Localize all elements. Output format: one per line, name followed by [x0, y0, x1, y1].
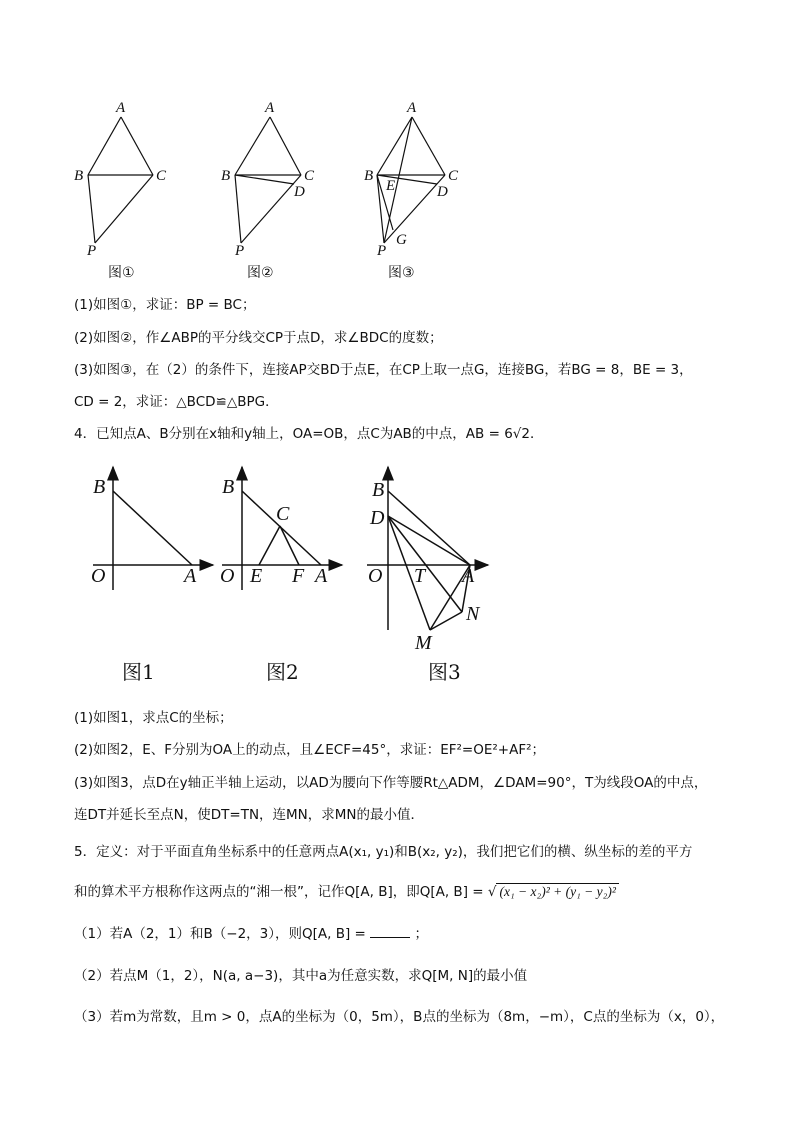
q3-part1: (1)如图①，求证：BP = BC；	[74, 297, 256, 313]
q4-part1: (1)如图1，求点C的坐标；	[74, 710, 233, 726]
fig3-label-g: G	[396, 232, 407, 248]
q4-fig3-label-b: B	[372, 479, 385, 501]
fig3-label-d: D	[437, 184, 448, 200]
q4-fig2-caption: 图2	[266, 660, 299, 684]
q4-fig3-label-d: D	[370, 507, 385, 529]
fig3-label-e: E	[386, 178, 396, 194]
q5-part3: （3）若m为常数，且m > 0，点A的坐标为（0，5m），B点的坐标为（8m，−m），C点的坐标为（x，0），	[74, 1009, 725, 1025]
q4-part3-line2: 连DT并延长至点N，使DT=TN，连MN，求MN的最小值．	[74, 807, 425, 823]
q5-part1-text: （1）若A（2，1）和B（−2，3），则Q[A, B] =	[74, 926, 366, 942]
fig2-caption: 图②	[247, 265, 274, 281]
q4-fig1-label-b: B	[93, 476, 106, 498]
q5-part1	[74, 922, 428, 942]
q4-fig3-caption: 图3	[428, 660, 461, 684]
q5-formula: (x₁ − x₂)² + (y₁ − y₂)²	[496, 883, 618, 900]
q4-fig1-label-a: A	[184, 565, 197, 587]
fig3-label-a: A	[407, 100, 417, 116]
fig1-label-a: A	[116, 100, 126, 116]
q4-fig2-label-f: F	[292, 565, 305, 587]
fig3-label-c: C	[448, 168, 459, 184]
answer-blank[interactable]	[370, 925, 410, 938]
fig2-label-d: D	[294, 184, 305, 200]
fig1-label-b: B	[74, 168, 84, 184]
q3-part2: (2)如图②，作∠ABP的平分线交CP于点D，求∠BDC的度数；	[74, 330, 443, 346]
q4-fig3-label-a: A	[462, 565, 475, 587]
q4-fig3-label-t: T	[414, 565, 426, 587]
fig1-label-p: P	[87, 243, 97, 259]
fig3-caption: 图③	[388, 265, 415, 281]
q5-definition-text: 和的算术平方根称作这两点的“湘一根”，记作Q[A, B]，即Q[A, B] =	[74, 884, 484, 900]
q4-fig2-label-c: C	[276, 503, 290, 525]
fig3-label-p: P	[377, 243, 387, 259]
q4-fig2-label-a: A	[315, 565, 328, 587]
fig1-caption: 图①	[108, 265, 135, 281]
fig2-label-c: C	[304, 168, 315, 184]
fig2-label-p: P	[235, 243, 245, 259]
fig2-label-b: B	[221, 168, 231, 184]
q3-part3-line2: CD = 2，求证：△BCD≌△BPG．	[74, 394, 279, 410]
q5-part1-end: ；	[414, 926, 428, 942]
fig2-label-a: A	[265, 100, 275, 116]
q5-definition-line1: 5．定义：对于平面直角坐标系中的任意两点A(x₁, y₁)和B(x₂, y₂)，我们把它们的横、纵坐标的差的平方	[74, 844, 693, 860]
q4-fig3-label-m: M	[415, 632, 432, 654]
sqrt-icon: √	[487, 884, 497, 900]
q4-fig1-label-o: O	[91, 565, 106, 587]
q4-part3-line1: (3)如图3，点D在y轴正半轴上运动，以AD为腰向下作等腰Rt△ADM，∠DAM=90°，T为线段OA的中点，	[74, 775, 708, 791]
q4-fig3-label-n: N	[466, 603, 480, 625]
q3-part3-line1: (3)如图③，在（2）的条件下，连接AP交BD于点E，在CP上取一点G，连接BG，若BG = 8，BE = 3，	[74, 362, 693, 378]
q4-fig1-caption: 图1	[122, 660, 155, 684]
q4-fig2-label-o: O	[220, 565, 235, 587]
fig3-label-b: B	[364, 168, 374, 184]
q4-fig2-label-e: E	[250, 565, 263, 587]
q4-fig3-label-o: O	[368, 565, 383, 587]
q4-fig2-label-b: B	[222, 476, 235, 498]
q4-part2: (2)如图2，E、F分别为OA上的动点，且∠ECF=45°，求证：EF²=OE²+AF²；	[74, 742, 546, 758]
q5-definition-line2	[74, 880, 619, 900]
q5-part2: （2）若点M（1，2），N(a, a−3)，其中a为任意实数，求Q[M, N]的最小值	[74, 968, 528, 984]
fig1-label-c: C	[156, 168, 167, 184]
q4-intro: 4．已知点A、B分别在x轴和y轴上，OA=OB，点C为AB的中点，AB = 6√2．	[74, 426, 544, 442]
